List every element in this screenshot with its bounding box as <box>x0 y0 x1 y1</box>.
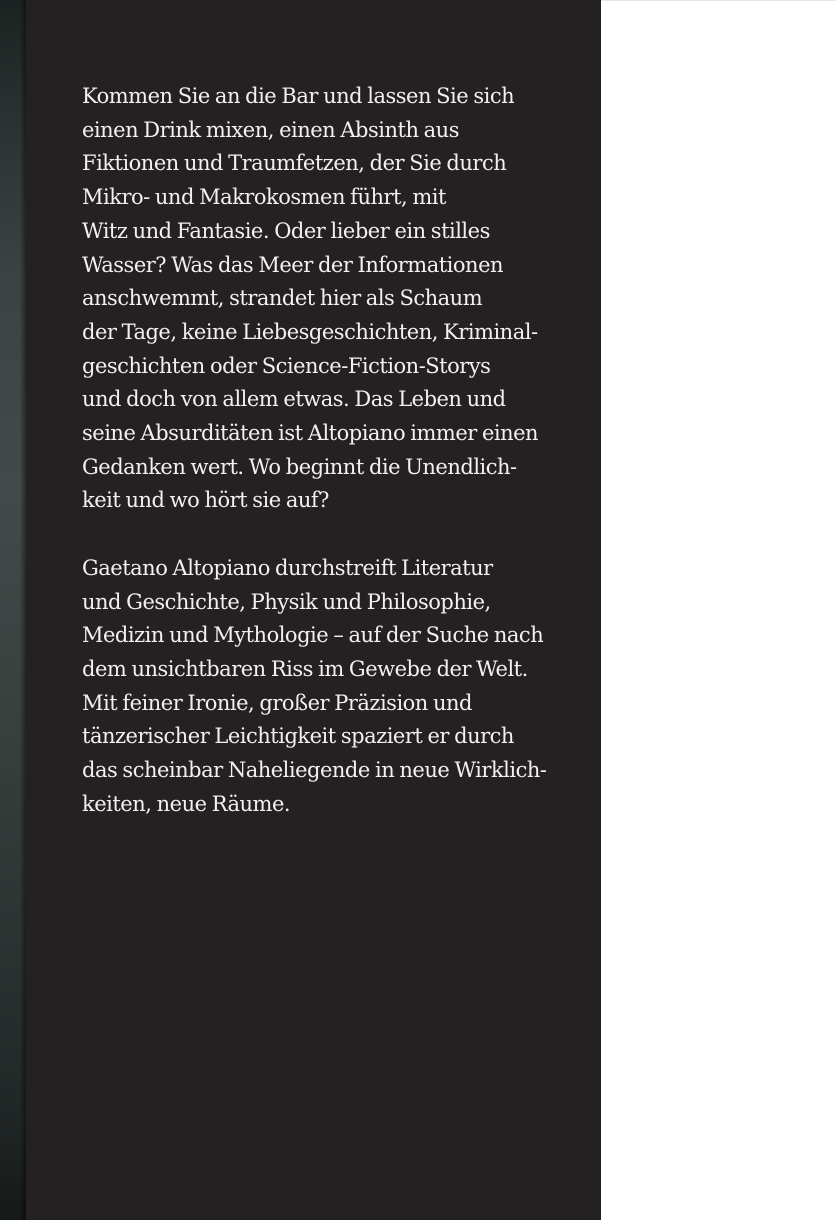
blurb-line: anschwemmt, strandet hier als Schaum <box>82 286 483 311</box>
blurb-line: Kommen Sie an die Bar und lassen Sie sich <box>82 84 515 108</box>
blurb-line: dem unsichtbaren Riss im Gewebe der Welt. <box>82 656 528 681</box>
blurb-line: Gaetano Altopiano durchstreift Literatur <box>82 555 493 580</box>
blurb-paragraph-2 <box>82 552 582 822</box>
blurb-line: das scheinbar Naheliegende in neue Wirklich- <box>82 758 547 783</box>
blurb-line: einen Drink mixen, einen Absinth aus <box>82 117 459 142</box>
blurb-line: Mikro- und Makrokosmen führt, mit <box>82 185 446 210</box>
blurb-line: seine Absurditäten ist Altopiano immer einen <box>82 421 539 446</box>
blurb-line: der Tage, keine Liebesgeschichten, Kriminal- <box>82 319 538 344</box>
blurb-line: tänzerischer Leichtigkeit spaziert er durch <box>82 724 514 749</box>
blurb-line: keiten, neue Räume. <box>82 791 291 816</box>
blurb-line: Witz und Fantasie. Oder lieber ein stilles <box>82 218 490 243</box>
top-edge-line <box>601 0 836 1</box>
blurb-line: geschichten oder Science-Fiction-Storys <box>82 353 491 378</box>
book-spine-shadow <box>0 0 26 1220</box>
blank-background-area <box>601 0 836 1220</box>
blurb-line: keit und wo hört sie auf? <box>82 488 329 513</box>
blurb-line: Gedanken wert. Wo beginnt die Unendlich- <box>82 454 517 479</box>
blurb-line: und doch von allem etwas. Das Leben und <box>82 387 506 412</box>
blurb-text <box>82 80 582 821</box>
blurb-line: Wasser? Was das Meer der Informationen <box>82 252 504 277</box>
blurb-line: und Geschichte, Physik und Philosophie, <box>82 589 491 614</box>
blurb-line: Fiktionen und Traumfetzen, der Sie durch <box>82 151 507 176</box>
blurb-line: Mit feiner Ironie, großer Präzision und <box>82 690 473 715</box>
blurb-line: Medizin und Mythologie – auf der Suche nach <box>82 623 544 648</box>
blurb-paragraph-1 <box>82 80 582 518</box>
